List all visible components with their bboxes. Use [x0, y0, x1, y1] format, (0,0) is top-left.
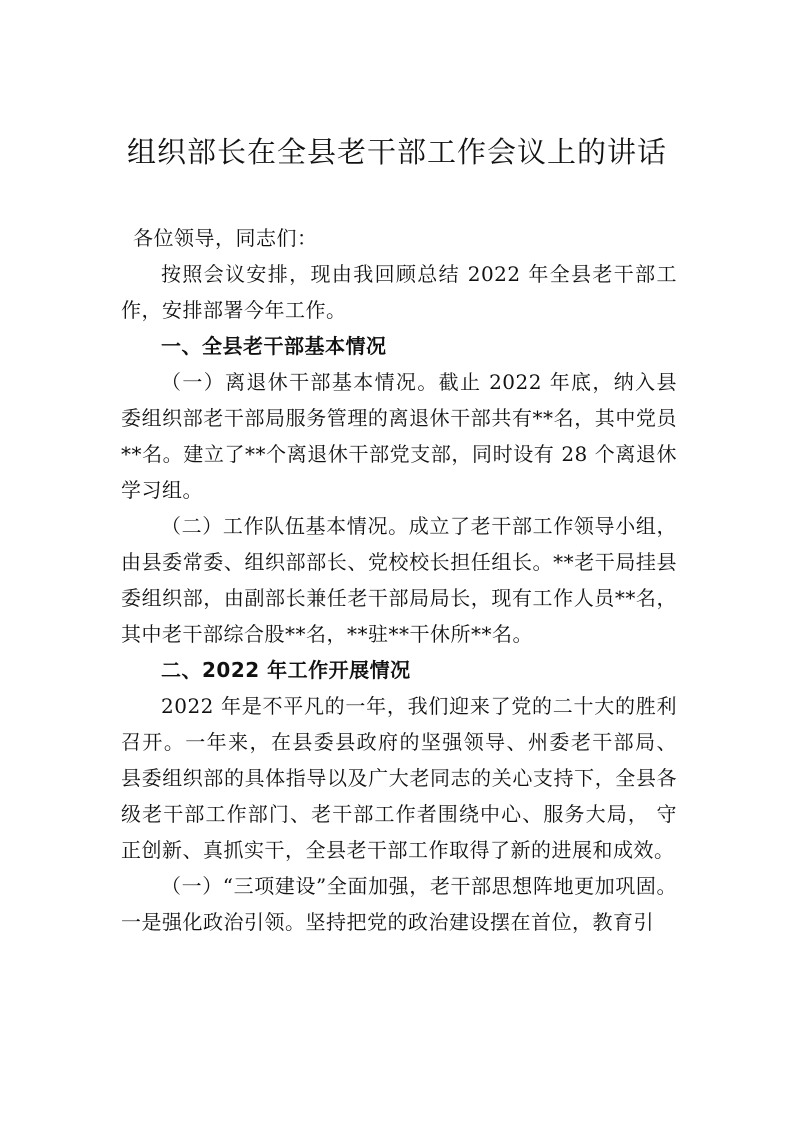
section-heading-1: 一、全县老干部基本情况	[161, 334, 387, 358]
section-heading-2: 二、2022 年工作开展情况	[161, 658, 411, 682]
paragraph-retired-cadres: （一）离退休干部基本情况。截止 2022 年底，纳入县委组织部老干部局服务管理的离退休干部共有**名，其中党员**名。建立了**个离退休干部党支部，同时设有 28 个离退休学习组。	[121, 370, 677, 502]
document-title: 组织部长在全县老干部工作会议上的讲话	[126, 135, 667, 169]
salutation: 各位领导，同志们：	[133, 226, 318, 250]
paragraph-three-constructions: （一）“三项建设”全面加强，老干部思想阵地更加巩固。一是强化政治引领。坚持把党的政治建设摆在首位，教育引	[121, 874, 677, 934]
paragraph-2022-overview: 2022 年是不平凡的一年，我们迎来了党的二十大的胜利召开。一年来，在县委县政府的坚强领导、州委老干部局、 县委组织部的具体指导以及广大老同志的关心支持下，全县各级老干部工作部门、老干部工作者围绕中心、服务大局， 守正创新、真抓实干，全县老干部工作取得了新的进展和成效。	[121, 694, 677, 862]
paragraph-work-team: （二）工作队伍基本情况。成立了老干部工作领导小组，由县委常委、组织部部长、党校校长担任组长。**老干局挂县委组织部，由副部长兼任老干部局局长，现有工作人员**名，其中老干部综合股**名，**驻**干休所**名。	[121, 514, 677, 646]
document-body	[121, 220, 677, 940]
paragraph-intro: 按照会议安排，现由我回顾总结 2022 年全县老干部工作，安排部署今年工作。	[121, 262, 677, 322]
